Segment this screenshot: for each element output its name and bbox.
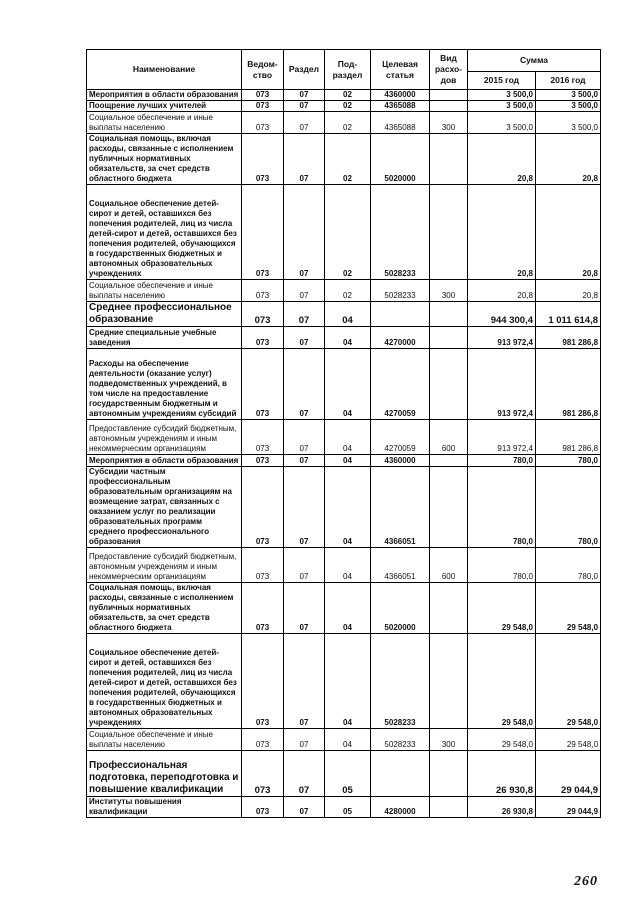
cell-y2016: 29 548,0: [536, 583, 601, 634]
cell-vedom: 073: [242, 583, 284, 634]
table-row: [87, 751, 601, 797]
cell-y2015: 913 972,4: [468, 349, 536, 420]
table-row: [87, 112, 601, 134]
cell-vid: [430, 634, 468, 729]
cell-name: Мероприятия в области образования: [87, 90, 242, 101]
cell-vedom: 073: [242, 90, 284, 101]
cell-name: Поощрение лучших учителей: [87, 101, 242, 112]
cell-celevaya: 4270000: [371, 327, 430, 349]
cell-vid: 600: [430, 548, 468, 583]
table-row: [87, 455, 601, 467]
cell-celevaya: 4360000: [371, 90, 430, 101]
cell-celevaya: 4365088: [371, 112, 430, 134]
cell-razdel: 07: [284, 420, 325, 455]
col-header-summa: Сумма: [468, 50, 601, 72]
cell-y2016: 20,8: [536, 280, 601, 302]
header-row-top: [87, 50, 601, 72]
cell-razdel: 07: [284, 134, 325, 185]
cell-y2016: 1 011 614,8: [536, 302, 601, 327]
cell-razdel: 07: [284, 548, 325, 583]
cell-vid: [430, 90, 468, 101]
table-row: [87, 467, 601, 548]
cell-podrazdel: 04: [325, 634, 371, 729]
cell-y2016: 3 500,0: [536, 101, 601, 112]
page-number: 260: [574, 874, 598, 889]
cell-razdel: 07: [284, 302, 325, 327]
cell-y2015: 780,0: [468, 548, 536, 583]
cell-celevaya: 5020000: [371, 583, 430, 634]
table-row: [87, 349, 601, 420]
table-row: [87, 134, 601, 185]
cell-vedom: 073: [242, 134, 284, 185]
table-row: [87, 797, 601, 818]
cell-y2016: 29 044,9: [536, 797, 601, 818]
cell-vedom: 073: [242, 751, 284, 797]
cell-vid: [430, 349, 468, 420]
col-header-podrazdel: Под-раздел: [325, 50, 371, 90]
cell-vid: [430, 327, 468, 349]
cell-name: Социальное обеспечение детей-сирот и детей, оставшихся без попечения родителей, лиц из числа детей-сирот и детей, оставшихся без попечения родителей, обучающихся в государственных бюджетных и автономных образовательных учреждениях: [87, 185, 242, 280]
table-row: [87, 420, 601, 455]
cell-razdel: 07: [284, 729, 325, 751]
cell-y2016: 981 286,8: [536, 349, 601, 420]
cell-y2016: 3 500,0: [536, 112, 601, 134]
cell-podrazdel: 04: [325, 583, 371, 634]
cell-podrazdel: 04: [325, 548, 371, 583]
cell-podrazdel: 02: [325, 134, 371, 185]
cell-vid: [430, 455, 468, 467]
cell-vedom: 073: [242, 420, 284, 455]
cell-name: Субсидии частным профессиональным образовательным организациям на возмещение затрат, связанных с оказанием услуг по реализации образовательных программ среднего профессионального образования: [87, 467, 242, 548]
cell-vedom: 073: [242, 302, 284, 327]
table-row: [87, 185, 601, 280]
cell-celevaya: 4366051: [371, 467, 430, 548]
budget-table: [86, 49, 601, 818]
cell-name: Предоставление субсидий бюджетным, автономным учреждениям и иным некоммерческим организациям: [87, 420, 242, 455]
cell-name: Социальное обеспечение и иные выплаты населению: [87, 112, 242, 134]
cell-y2015: 26 930,8: [468, 797, 536, 818]
cell-y2016: 29 548,0: [536, 729, 601, 751]
cell-name: Институты повышения квалификации: [87, 797, 242, 818]
cell-razdel: 07: [284, 280, 325, 302]
cell-celevaya: 4270059: [371, 349, 430, 420]
cell-name: Социальное обеспечение и иные выплаты населению: [87, 280, 242, 302]
cell-celevaya: 5028233: [371, 729, 430, 751]
cell-podrazdel: 02: [325, 112, 371, 134]
cell-y2015: 944 300,4: [468, 302, 536, 327]
cell-razdel: 07: [284, 185, 325, 280]
cell-podrazdel: 02: [325, 90, 371, 101]
cell-y2015: 26 930,8: [468, 751, 536, 797]
cell-razdel: 07: [284, 467, 325, 548]
cell-celevaya: 5028233: [371, 280, 430, 302]
cell-vid: 600: [430, 420, 468, 455]
cell-podrazdel: 02: [325, 280, 371, 302]
cell-y2015: 3 500,0: [468, 101, 536, 112]
col-header-vid: Вид расхо-дов: [430, 50, 468, 90]
cell-name: Социальная помощь, включая расходы, связанные с исполнением публичных нормативных обязательств, за счет средств областного бюджета: [87, 583, 242, 634]
cell-podrazdel: 04: [325, 327, 371, 349]
col-header-vedom: Ведом-ство: [242, 50, 284, 90]
cell-podrazdel: 02: [325, 185, 371, 280]
table-row: [87, 327, 601, 349]
cell-vid: [430, 134, 468, 185]
cell-vid: 300: [430, 112, 468, 134]
cell-y2016: 780,0: [536, 455, 601, 467]
cell-name: Предоставление субсидий бюджетным, автономным учреждениям и иным некоммерческим организациям: [87, 548, 242, 583]
col-header-name: Наименование: [87, 50, 242, 90]
cell-y2015: 20,8: [468, 280, 536, 302]
cell-name: Социальное обеспечение и иные выплаты населению: [87, 729, 242, 751]
cell-podrazdel: 05: [325, 751, 371, 797]
cell-vid: 300: [430, 280, 468, 302]
cell-y2015: 3 500,0: [468, 90, 536, 101]
cell-celevaya: 4366051: [371, 548, 430, 583]
col-header-2016: 2016 год: [536, 72, 601, 90]
cell-razdel: 07: [284, 101, 325, 112]
cell-y2016: 20,8: [536, 134, 601, 185]
cell-vedom: 073: [242, 349, 284, 420]
cell-name: Социальная помощь, включая расходы, связанные с исполнением публичных нормативных обязательств, за счет средств областного бюджета: [87, 134, 242, 185]
cell-y2016: 3 500,0: [536, 90, 601, 101]
cell-vedom: 073: [242, 185, 284, 280]
cell-y2016: 29 044,9: [536, 751, 601, 797]
cell-podrazdel: 04: [325, 349, 371, 420]
cell-vid: 300: [430, 729, 468, 751]
col-header-celevaya: Целевая статья: [371, 50, 430, 90]
cell-podrazdel: 04: [325, 455, 371, 467]
cell-y2015: 29 548,0: [468, 729, 536, 751]
cell-y2015: 29 548,0: [468, 583, 536, 634]
table-row: [87, 634, 601, 729]
cell-podrazdel: 04: [325, 467, 371, 548]
cell-y2015: 20,8: [468, 185, 536, 280]
table-row: [87, 101, 601, 112]
table-row: [87, 280, 601, 302]
cell-vid: [430, 797, 468, 818]
cell-vedom: 073: [242, 455, 284, 467]
cell-celevaya: 4360000: [371, 455, 430, 467]
cell-razdel: 07: [284, 349, 325, 420]
cell-y2015: 913 972,4: [468, 420, 536, 455]
cell-podrazdel: 04: [325, 302, 371, 327]
cell-y2016: 780,0: [536, 467, 601, 548]
budget-sheet: [86, 49, 600, 818]
cell-razdel: 07: [284, 797, 325, 818]
cell-name: Расходы на обеспечение деятельности (оказание услуг) подведомственных учреждений, в том числе на предоставление государственным бюджетным и автономным учреждениям субсидий: [87, 349, 242, 420]
cell-celevaya: [371, 302, 430, 327]
cell-razdel: 07: [284, 634, 325, 729]
cell-vid: [430, 751, 468, 797]
cell-vedom: 073: [242, 101, 284, 112]
cell-razdel: 07: [284, 327, 325, 349]
cell-celevaya: 5028233: [371, 634, 430, 729]
cell-name: Средние специальные учебные заведения: [87, 327, 242, 349]
cell-y2015: 29 548,0: [468, 634, 536, 729]
cell-celevaya: 5028233: [371, 185, 430, 280]
cell-razdel: 07: [284, 455, 325, 467]
cell-vid: [430, 101, 468, 112]
col-header-2015: 2015 год: [468, 72, 536, 90]
cell-celevaya: 4270059: [371, 420, 430, 455]
cell-y2015: 780,0: [468, 455, 536, 467]
cell-y2016: 29 548,0: [536, 634, 601, 729]
cell-podrazdel: 04: [325, 420, 371, 455]
cell-celevaya: 4280000: [371, 797, 430, 818]
table-row: [87, 90, 601, 101]
cell-vid: [430, 302, 468, 327]
cell-celevaya: [371, 751, 430, 797]
cell-vid: [430, 467, 468, 548]
cell-vid: [430, 583, 468, 634]
cell-podrazdel: 04: [325, 729, 371, 751]
cell-razdel: 07: [284, 90, 325, 101]
cell-razdel: 07: [284, 583, 325, 634]
cell-vedom: 073: [242, 327, 284, 349]
cell-vedom: 073: [242, 467, 284, 548]
budget-rows: [87, 90, 601, 818]
cell-celevaya: 4365088: [371, 101, 430, 112]
cell-y2016: 780,0: [536, 548, 601, 583]
table-row: [87, 548, 601, 583]
cell-razdel: 07: [284, 751, 325, 797]
cell-vedom: 073: [242, 634, 284, 729]
col-header-razdel: Раздел: [284, 50, 325, 90]
table-row: [87, 583, 601, 634]
table-row: [87, 729, 601, 751]
cell-vedom: 073: [242, 729, 284, 751]
cell-razdel: 07: [284, 112, 325, 134]
cell-name: Социальное обеспечение детей-сирот и детей, оставшихся без попечения родителей, лиц из числа детей-сирот и детей, оставшихся без попечения родителей, обучающихся в государственных бюджетных и автономных образовательных учреждениях: [87, 634, 242, 729]
cell-vedom: 073: [242, 797, 284, 818]
cell-y2016: 981 286,8: [536, 420, 601, 455]
cell-y2015: 913 972,4: [468, 327, 536, 349]
cell-y2015: 3 500,0: [468, 112, 536, 134]
table-row: [87, 302, 601, 327]
cell-podrazdel: 05: [325, 797, 371, 818]
cell-name: Среднее профессиональное образование: [87, 302, 242, 327]
cell-name: Мероприятия в области образования: [87, 455, 242, 467]
cell-name: Профессиональная подготовка, переподготовка и повышение квалификации: [87, 751, 242, 797]
cell-y2016: 981 286,8: [536, 327, 601, 349]
cell-podrazdel: 02: [325, 101, 371, 112]
cell-y2016: 20,8: [536, 185, 601, 280]
cell-y2015: 20,8: [468, 134, 536, 185]
cell-vedom: 073: [242, 280, 284, 302]
cell-y2015: 780,0: [468, 467, 536, 548]
cell-celevaya: 5020000: [371, 134, 430, 185]
cell-vedom: 073: [242, 548, 284, 583]
cell-vid: [430, 185, 468, 280]
cell-vedom: 073: [242, 112, 284, 134]
